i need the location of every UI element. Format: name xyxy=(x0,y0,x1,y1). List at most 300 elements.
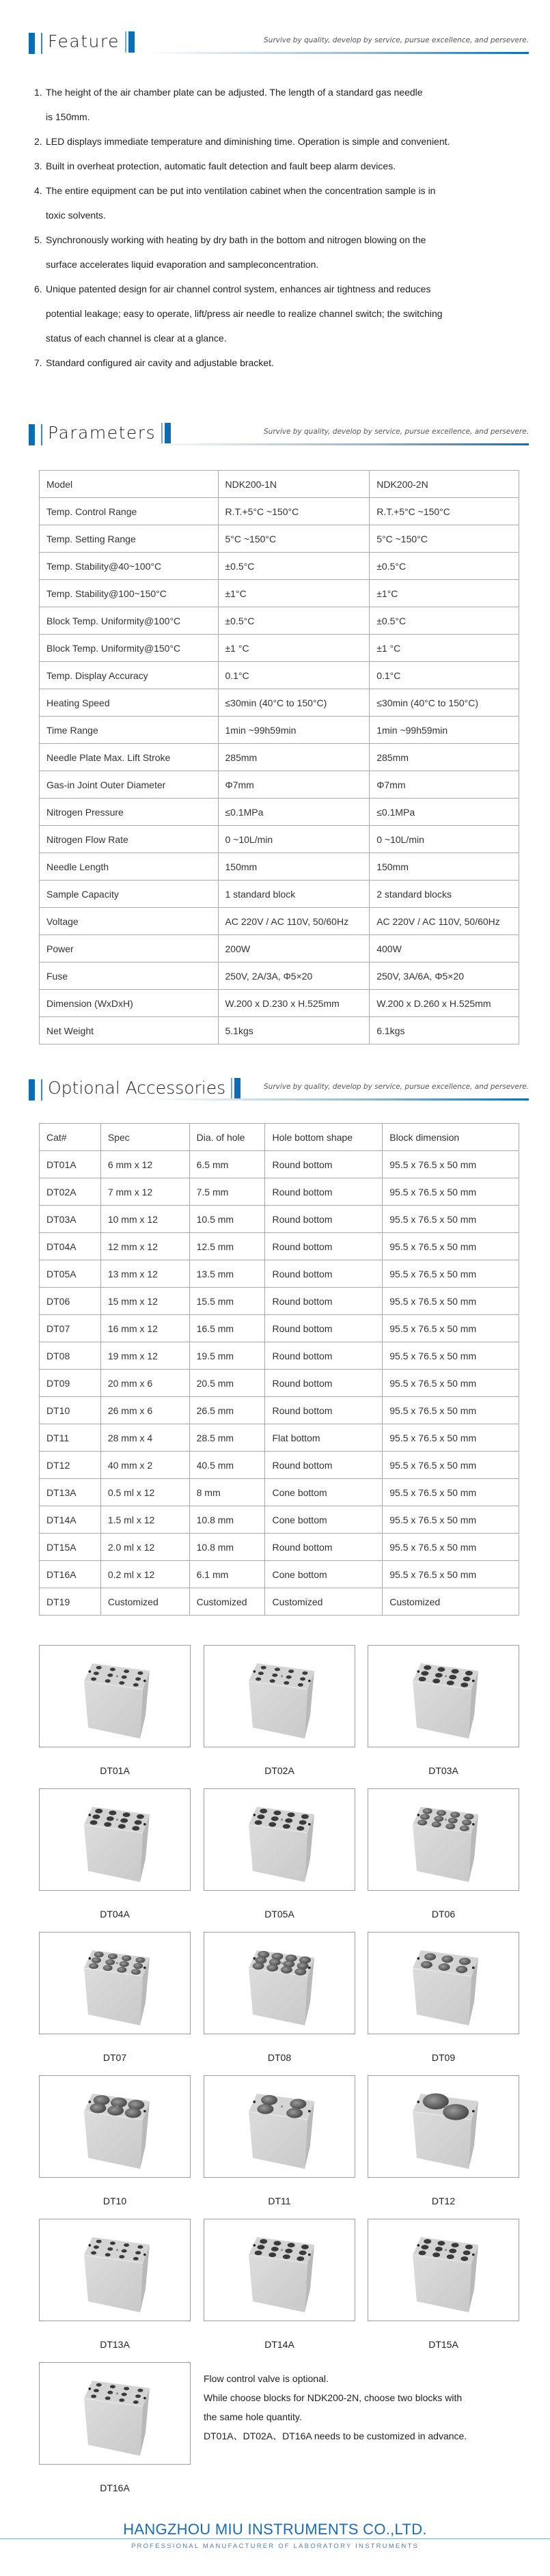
parameter-row xyxy=(40,853,519,881)
block-image xyxy=(204,1645,355,1747)
accessory-cell: Customized xyxy=(100,1588,189,1616)
accessory-cell: DT02A xyxy=(40,1178,101,1206)
accessory-cell: 19 mm x 12 xyxy=(100,1342,189,1370)
accessory-row xyxy=(40,1206,519,1233)
accessory-row xyxy=(40,1424,519,1452)
parameter-value: 6.1kgs xyxy=(370,1017,519,1044)
note-line: the same hole quantity. xyxy=(204,2411,302,2422)
accessory-cell: 95.5 x 76.5 x 50 mm xyxy=(383,1534,519,1561)
heating-block-image xyxy=(50,2079,180,2174)
accessory-cell: 16.5 mm xyxy=(189,1315,265,1342)
accessory-cell: 95.5 x 76.5 x 50 mm xyxy=(383,1260,519,1288)
accessory-cell: 13.5 mm xyxy=(189,1260,265,1288)
accessory-cell: 10.8 mm xyxy=(189,1506,265,1534)
parameter-row xyxy=(40,962,519,990)
header-gradient-rule xyxy=(146,52,529,54)
accessory-cell: 95.5 x 76.5 x 50 mm xyxy=(383,1206,519,1233)
feature-text-line: Built in overheat protection, automatic fault detection and fault beep alarm devices. xyxy=(46,161,396,171)
accessory-cell: Round bottom xyxy=(265,1452,383,1479)
accessory-row xyxy=(40,1342,519,1370)
block-image xyxy=(39,1645,191,1747)
parameter-value: Φ7mm xyxy=(370,771,519,799)
block-image xyxy=(368,1932,519,2034)
accessory-cell: 10 mm x 12 xyxy=(100,1206,189,1233)
accessory-row xyxy=(40,1260,519,1288)
accessory-cell: DT01A xyxy=(40,1151,101,1178)
parameter-value: NDK200-2N xyxy=(370,471,519,498)
parameter-value: W.200 x D.260 x H.525mm xyxy=(370,990,519,1017)
parameter-row xyxy=(40,935,519,962)
accessory-cell: 0.2 ml x 12 xyxy=(100,1561,189,1588)
block-thumbnail[interactable] xyxy=(39,2362,191,2493)
feature-number: 7. xyxy=(34,357,42,368)
feature-list xyxy=(34,80,526,375)
parameter-value: ≤0.1MPa xyxy=(370,799,519,826)
header-gradient-rule xyxy=(146,443,529,445)
accessory-cell: 19.5 mm xyxy=(189,1342,265,1370)
accessory-cell: 95.5 x 76.5 x 50 mm xyxy=(383,1151,519,1178)
note-line: While choose blocks for NDK200-2N, choose two blocks with xyxy=(204,2392,463,2403)
accessories-table xyxy=(39,1123,519,1616)
parameter-value: NDK200-1N xyxy=(218,471,370,498)
accessory-cell: 95.5 x 76.5 x 50 mm xyxy=(383,1452,519,1479)
parameter-label: Power xyxy=(40,935,219,962)
heating-block-image xyxy=(50,1648,180,1744)
accessory-cell: Round bottom xyxy=(265,1315,383,1342)
accessory-cell: Round bottom xyxy=(265,1233,383,1260)
accessory-cell: 95.5 x 76.5 x 50 mm xyxy=(383,1315,519,1342)
accessory-cell: 12.5 mm xyxy=(189,1233,265,1260)
parameter-value: ±1 °C xyxy=(218,635,370,662)
accessory-cell: 8 mm xyxy=(189,1479,265,1506)
accessory-cell: 10.5 mm xyxy=(189,1206,265,1233)
parameter-value: 1min ~99h59min xyxy=(218,717,370,744)
heating-block-image xyxy=(215,1792,344,1887)
accessory-cell: Round bottom xyxy=(265,1370,383,1397)
parameter-label: Temp. Display Accuracy xyxy=(40,662,219,689)
accessory-cell: 28.5 mm xyxy=(189,1424,265,1452)
feature-section-header xyxy=(29,33,529,55)
heating-block-image xyxy=(379,2222,508,2318)
parameter-value: 250V, 2A/3A, Φ5×20 xyxy=(218,962,370,990)
parameter-row xyxy=(40,744,519,771)
accessory-cell: Round bottom xyxy=(265,1260,383,1288)
accessory-row xyxy=(40,1588,519,1616)
block-image xyxy=(39,1932,191,2034)
feature-text-line: Synchronously working with heating by dry bath in the bottom and nitrogen blowing on the xyxy=(46,234,426,245)
parameter-value: ≤30min (40°C to 150°C) xyxy=(218,689,370,717)
accessory-cell: 28 mm x 4 xyxy=(100,1424,189,1452)
accessory-cell: 2.0 ml x 12 xyxy=(100,1534,189,1561)
parameter-value: 5.1kgs xyxy=(218,1017,370,1044)
accessory-row xyxy=(40,1534,519,1561)
parameter-value: R.T.+5°C ~150°C xyxy=(370,498,519,525)
parameter-label: Fuse xyxy=(40,962,219,990)
feature-text-line: The entire equipment can be put into ventilation cabinet when the concentration sample is in xyxy=(46,185,436,196)
block-label: DT03A xyxy=(428,1765,458,1776)
block-thumbnail[interactable] xyxy=(368,1645,519,1776)
feature-text-line: LED displays immediate temperature and diminishing time. Operation is simple and convenient. xyxy=(46,136,450,147)
header-accent-line xyxy=(41,424,42,445)
parameter-row xyxy=(40,635,519,662)
feature-number: 1. xyxy=(34,87,42,98)
heating-block-image xyxy=(50,2222,180,2318)
accessory-cell: Round bottom xyxy=(265,1206,383,1233)
parameter-label: Voltage xyxy=(40,908,219,935)
parameter-row xyxy=(40,1017,519,1044)
block-image xyxy=(39,2075,191,2178)
feature-number: 2. xyxy=(34,136,42,147)
header-gradient-rule xyxy=(146,1098,529,1100)
parameters-section-header xyxy=(29,424,529,446)
accessory-cell: Cone bottom xyxy=(265,1561,383,1588)
parameter-value: 200W xyxy=(218,935,370,962)
accessory-cell: DT07 xyxy=(40,1315,101,1342)
accessory-cell: 95.5 x 76.5 x 50 mm xyxy=(383,1561,519,1588)
accessories-section-header xyxy=(29,1079,529,1101)
accessory-cell: DT06 xyxy=(40,1288,101,1315)
block-label: DT14A xyxy=(264,2339,294,2350)
company-tagline: PROFESSIONAL MANUFACTURER OF LABORATORY INSTRUMENTS xyxy=(131,2543,419,2550)
parameter-row xyxy=(40,498,519,525)
block-label: DT16A xyxy=(100,2482,130,2493)
header-accent-bar xyxy=(29,1079,35,1100)
column-header: Hole bottom shape xyxy=(265,1124,383,1151)
block-thumbnail[interactable] xyxy=(368,2075,519,2206)
accessory-cell: 95.5 x 76.5 x 50 mm xyxy=(383,1397,519,1424)
parameter-value: 0 ~10L/min xyxy=(370,826,519,853)
parameter-value: Φ7mm xyxy=(218,771,370,799)
feature-number: 6. xyxy=(34,283,42,294)
note-line: DT01A、DT02A、DT16A needs to be customized in advance. xyxy=(204,2430,467,2441)
parameter-value: ±0.5°C xyxy=(218,607,370,635)
feature-item xyxy=(34,350,526,375)
accessory-cell: DT03A xyxy=(40,1206,101,1233)
parameter-label: Dimension (WxDxH) xyxy=(40,990,219,1017)
parameter-row xyxy=(40,471,519,498)
parameter-row xyxy=(40,689,519,717)
accessory-cell: DT13A xyxy=(40,1479,101,1506)
block-image xyxy=(368,1788,519,1891)
accessory-cell: 6.5 mm xyxy=(189,1151,265,1178)
parameter-value: 150mm xyxy=(370,853,519,881)
header-accent-line xyxy=(41,1079,42,1100)
heating-block-image xyxy=(50,1935,180,2031)
accessory-cell: 7 mm x 12 xyxy=(100,1178,189,1206)
accessory-cell: 26 mm x 6 xyxy=(100,1397,189,1424)
parameter-label: Needle Plate Max. Lift Stroke xyxy=(40,744,219,771)
accessory-cell: Customized xyxy=(383,1588,519,1616)
parameter-label: Needle Length xyxy=(40,853,219,881)
heating-block-image xyxy=(215,1935,344,2031)
parameter-value: 2 standard blocks xyxy=(370,881,519,908)
parameter-label: Nitrogen Flow Rate xyxy=(40,826,219,853)
footer-divider xyxy=(0,2538,550,2539)
feature-title: Feature xyxy=(48,31,135,53)
accessory-cell: 95.5 x 76.5 x 50 mm xyxy=(383,1233,519,1260)
accessory-cell: 26.5 mm xyxy=(189,1397,265,1424)
accessory-cell: 15.5 mm xyxy=(189,1288,265,1315)
parameter-value: 285mm xyxy=(370,744,519,771)
accessory-row xyxy=(40,1397,519,1424)
block-image xyxy=(368,2219,519,2321)
parameter-value: 5°C ~150°C xyxy=(218,525,370,553)
accessory-cell: 20 mm x 6 xyxy=(100,1370,189,1397)
parameter-row xyxy=(40,717,519,744)
parameter-row xyxy=(40,908,519,935)
block-label: DT13A xyxy=(100,2339,130,2350)
column-header: Dia. of hole xyxy=(189,1124,265,1151)
accessory-cell: DT14A xyxy=(40,1506,101,1534)
parameter-value: ±0.5°C xyxy=(370,553,519,580)
accessory-cell: DT05A xyxy=(40,1260,101,1288)
slogan: Survive by quality, develop by service, pursue excellence, and persevere. xyxy=(264,36,529,44)
feature-number: 3. xyxy=(34,161,42,171)
accessory-cell: 16 mm x 12 xyxy=(100,1315,189,1342)
accessory-cell: 7.5 mm xyxy=(189,1178,265,1206)
parameter-label: Nitrogen Pressure xyxy=(40,799,219,826)
feature-text-line: The height of the air chamber plate can be adjusted. The length of a standard gas needle xyxy=(46,87,423,98)
parameter-value: ±0.5°C xyxy=(370,607,519,635)
accessory-cell: Round bottom xyxy=(265,1151,383,1178)
accessory-cell: Customized xyxy=(265,1588,383,1616)
accessory-cell: Customized xyxy=(189,1588,265,1616)
parameter-value: 400W xyxy=(370,935,519,962)
block-thumbnail[interactable] xyxy=(368,2219,519,2350)
parameter-value: AC 220V / AC 110V, 50/60Hz xyxy=(218,908,370,935)
block-image xyxy=(204,2075,355,2178)
header-accent-bar xyxy=(29,424,35,445)
heating-block-image xyxy=(379,1935,508,2031)
accessory-cell: 40 mm x 2 xyxy=(100,1452,189,1479)
parameter-value: 150mm xyxy=(218,853,370,881)
accessory-row xyxy=(40,1315,519,1342)
parameter-value: ±1 °C xyxy=(370,635,519,662)
parameter-value: ≤0.1MPa xyxy=(218,799,370,826)
accessory-row xyxy=(40,1452,519,1479)
block-thumbnail[interactable] xyxy=(39,2219,191,2350)
feature-text-line: toxic solvents. xyxy=(46,210,106,221)
company-name: HANGZHOU MIU INSTRUMENTS CO.,LTD. xyxy=(123,2521,427,2538)
parameter-row xyxy=(40,553,519,580)
heating-block-image xyxy=(215,2222,344,2318)
parameter-value: ±0.5°C xyxy=(218,553,370,580)
block-label: DT06 xyxy=(431,1909,456,1920)
accessory-row xyxy=(40,1479,519,1506)
accessory-cell: Flat bottom xyxy=(265,1424,383,1452)
accessory-row xyxy=(40,1178,519,1206)
parameter-value: 0 ~10L/min xyxy=(218,826,370,853)
accessory-cell: 40.5 mm xyxy=(189,1452,265,1479)
column-header: Spec xyxy=(100,1124,189,1151)
parameter-row xyxy=(40,771,519,799)
heating-block-image xyxy=(379,1792,508,1887)
block-thumbnail[interactable] xyxy=(39,1788,191,1920)
block-image xyxy=(368,2075,519,2178)
block-thumbnail[interactable] xyxy=(204,2075,355,2206)
feature-text-line: Unique patented design for air channel control system, enhances air tightness and reduces xyxy=(46,283,431,294)
parameter-value: ±1°C xyxy=(218,580,370,607)
block-thumbnail[interactable] xyxy=(368,1788,519,1920)
feature-item xyxy=(34,129,526,154)
block-label: DT11 xyxy=(268,2196,291,2206)
accessory-cell: Round bottom xyxy=(265,1534,383,1561)
accessory-cell: Round bottom xyxy=(265,1288,383,1315)
parameter-value: 0.1°C xyxy=(218,662,370,689)
block-label: DT08 xyxy=(267,2052,292,2063)
block-image xyxy=(39,1788,191,1891)
accessory-cell: 95.5 x 76.5 x 50 mm xyxy=(383,1479,519,1506)
accessory-cell: 20.5 mm xyxy=(189,1370,265,1397)
block-thumbnail[interactable] xyxy=(368,1932,519,2063)
parameter-label: Block Temp. Uniformity@150°C xyxy=(40,635,219,662)
parameter-value: 285mm xyxy=(218,744,370,771)
parameter-label: Block Temp. Uniformity@100°C xyxy=(40,607,219,635)
parameter-row xyxy=(40,881,519,908)
block-image xyxy=(39,2362,191,2465)
block-image xyxy=(204,1932,355,2034)
feature-item xyxy=(34,178,526,227)
accessory-cell: Cone bottom xyxy=(265,1479,383,1506)
accessory-cell: Round bottom xyxy=(265,1178,383,1206)
block-image xyxy=(368,1645,519,1747)
header-accent-bar xyxy=(29,33,35,54)
parameter-label: Sample Capacity xyxy=(40,881,219,908)
parameters-table xyxy=(39,470,519,1044)
accessory-row xyxy=(40,1370,519,1397)
feature-text-line: status of each channel is clear at a glance. xyxy=(46,333,227,344)
accessory-cell: 95.5 x 76.5 x 50 mm xyxy=(383,1178,519,1206)
parameter-label: Gas-in Joint Outer Diameter xyxy=(40,771,219,799)
parameter-row xyxy=(40,662,519,689)
parameter-value: ±1°C xyxy=(370,580,519,607)
accessory-cell: 95.5 x 76.5 x 50 mm xyxy=(383,1370,519,1397)
parameter-label: Heating Speed xyxy=(40,689,219,717)
block-image xyxy=(39,2219,191,2321)
block-thumbnail[interactable] xyxy=(204,1645,355,1776)
slogan: Survive by quality, develop by service, pursue excellence, and persevere. xyxy=(264,1083,529,1091)
block-label: DT09 xyxy=(431,2052,456,2063)
block-label: DT01A xyxy=(100,1765,130,1776)
parameter-value: 250V, 3A/6A, Φ5×20 xyxy=(370,962,519,990)
parameter-row xyxy=(40,826,519,853)
parameter-label: Model xyxy=(40,471,219,498)
accessory-cell: 1.5 ml x 12 xyxy=(100,1506,189,1534)
parameter-value: W.200 x D.230 x H.525mm xyxy=(218,990,370,1017)
parameter-row xyxy=(40,990,519,1017)
heating-block-image xyxy=(215,1648,344,1744)
accessory-cell: DT10 xyxy=(40,1397,101,1424)
parameter-value: 5°C ~150°C xyxy=(370,525,519,553)
block-thumbnail[interactable] xyxy=(204,2219,355,2350)
feature-item xyxy=(34,227,526,277)
heating-block-image xyxy=(50,1792,180,1887)
accessory-cell: 95.5 x 76.5 x 50 mm xyxy=(383,1424,519,1452)
accessory-cell: 95.5 x 76.5 x 50 mm xyxy=(383,1288,519,1315)
block-label: DT02A xyxy=(264,1765,294,1776)
accessory-cell: DT16A xyxy=(40,1561,101,1588)
accessory-cell: 15 mm x 12 xyxy=(100,1288,189,1315)
parameter-label: Temp. Control Range xyxy=(40,498,219,525)
accessory-cell: 12 mm x 12 xyxy=(100,1233,189,1260)
accessory-cell: DT11 xyxy=(40,1424,101,1452)
accessory-cell: 10.8 mm xyxy=(189,1534,265,1561)
block-label: DT15A xyxy=(428,2339,458,2350)
heating-block-image xyxy=(379,2079,508,2174)
note-line: Flow control valve is optional. xyxy=(204,2373,329,2384)
accessory-cell: 6.1 mm xyxy=(189,1561,265,1588)
feature-item xyxy=(34,277,526,350)
accessory-cell: DT12 xyxy=(40,1452,101,1479)
accessory-row xyxy=(40,1561,519,1588)
accessory-cell: DT08 xyxy=(40,1342,101,1370)
accessories-title: Optional Accessories xyxy=(48,1078,240,1099)
accessory-cell: DT09 xyxy=(40,1370,101,1397)
parameter-row xyxy=(40,580,519,607)
accessory-row xyxy=(40,1288,519,1315)
feature-text-line: Standard configured air cavity and adjustable bracket. xyxy=(46,357,274,368)
accessory-cell: DT15A xyxy=(40,1534,101,1561)
accessory-cell: 6 mm x 12 xyxy=(100,1151,189,1178)
block-label: DT07 xyxy=(102,2052,127,2063)
parameter-row xyxy=(40,799,519,826)
accessory-cell: 13 mm x 12 xyxy=(100,1260,189,1288)
block-thumbnail[interactable] xyxy=(204,1788,355,1920)
column-header: Block dimension xyxy=(383,1124,519,1151)
accessory-cell: 95.5 x 76.5 x 50 mm xyxy=(383,1506,519,1534)
parameter-value: AC 220V / AC 110V, 50/60Hz xyxy=(370,908,519,935)
column-header: Cat# xyxy=(40,1124,101,1151)
feature-item xyxy=(34,154,526,178)
parameter-value: ≤30min (40°C to 150°C) xyxy=(370,689,519,717)
accessory-cell: DT04A xyxy=(40,1233,101,1260)
block-image xyxy=(204,2219,355,2321)
accessory-cell: 95.5 x 76.5 x 50 mm xyxy=(383,1342,519,1370)
feature-text-line: surface accelerates liquid evaporation and sampleconcentration. xyxy=(46,259,319,270)
header-accent-line xyxy=(41,33,42,54)
parameter-value: 1 standard block xyxy=(218,881,370,908)
feature-item xyxy=(34,80,526,129)
block-thumbnail[interactable] xyxy=(39,2075,191,2206)
block-thumbnail[interactable] xyxy=(39,1645,191,1776)
parameter-value: 1min ~99h59min xyxy=(370,717,519,744)
heating-block-image xyxy=(50,2366,180,2461)
accessory-row xyxy=(40,1233,519,1260)
accessory-cell: Round bottom xyxy=(265,1342,383,1370)
heating-block-image xyxy=(379,1648,508,1744)
feature-number: 4. xyxy=(34,185,42,196)
parameter-label: Net Weight xyxy=(40,1017,219,1044)
block-thumbnail[interactable] xyxy=(204,1932,355,2063)
parameter-label: Temp. Stability@100~150°C xyxy=(40,580,219,607)
parameter-row xyxy=(40,525,519,553)
parameter-label: Time Range xyxy=(40,717,219,744)
block-thumbnail[interactable] xyxy=(39,1932,191,2063)
block-label: DT10 xyxy=(102,2196,127,2206)
accessory-row xyxy=(40,1506,519,1534)
accessory-cell: Round bottom xyxy=(265,1397,383,1424)
parameters-title: Parameters xyxy=(48,423,171,444)
accessories-header-row xyxy=(40,1124,519,1151)
parameter-row xyxy=(40,607,519,635)
slogan: Survive by quality, develop by service, pursue excellence, and persevere. xyxy=(264,428,529,436)
accessory-row xyxy=(40,1151,519,1178)
parameter-value: 0.1°C xyxy=(370,662,519,689)
parameter-label: Temp. Setting Range xyxy=(40,525,219,553)
parameter-label: Temp. Stability@40~100°C xyxy=(40,553,219,580)
accessory-cell: Cone bottom xyxy=(265,1506,383,1534)
feature-text-line: potential leakage; easy to operate, lift/press air needle to realize channel switch; the switching xyxy=(46,308,443,319)
